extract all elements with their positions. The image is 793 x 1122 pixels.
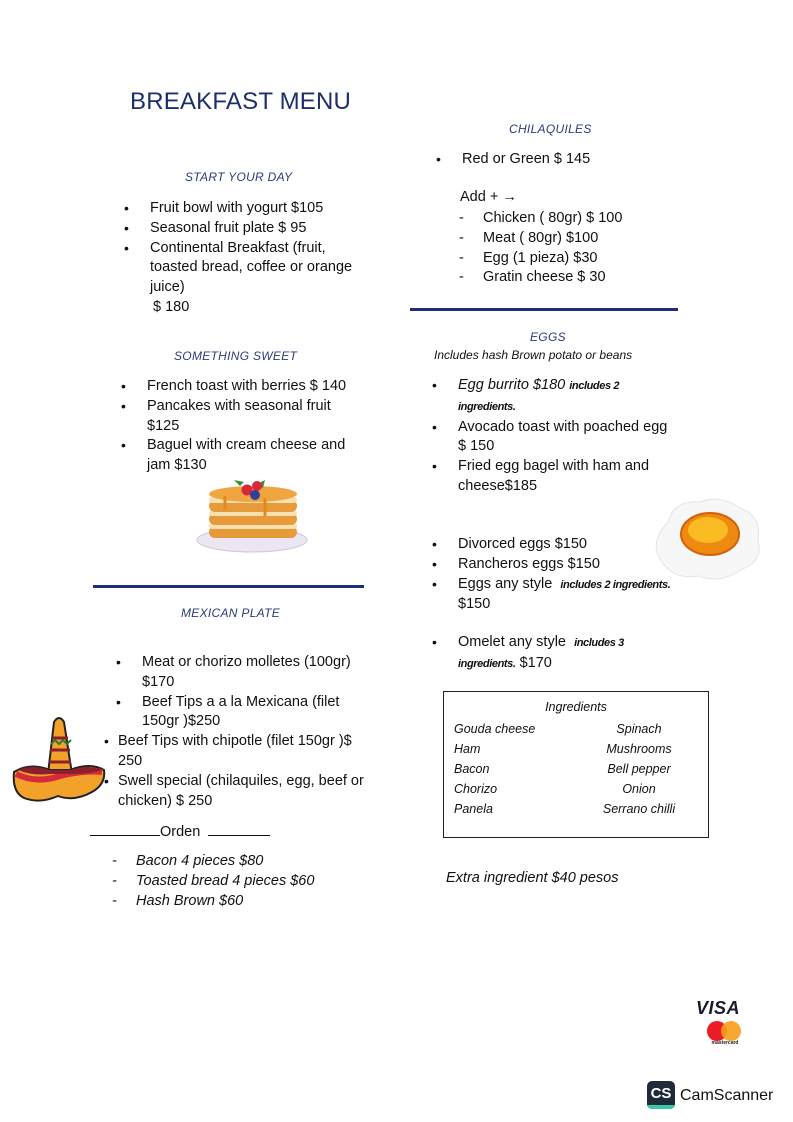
section-heading-mexican-plate: MEXICAN PLATE bbox=[181, 606, 281, 620]
camscanner-logo: CS bbox=[647, 1081, 675, 1109]
menu-item-note: includes 3 ingredients. bbox=[458, 637, 624, 670]
menu-item bbox=[124, 239, 354, 318]
menu-item: • Beef Tips a a la Mexicana (filet 150gr )$250 bbox=[116, 693, 366, 733]
menu-item-text: Continental Breakfast (fruit, toasted bread, coffee or orange juice) bbox=[150, 239, 353, 296]
mastercard-wordmark: mastercard bbox=[711, 1040, 739, 1046]
ingredient: Ham bbox=[454, 742, 481, 756]
menu-item-name: Omelet any style bbox=[458, 634, 566, 650]
menu-item bbox=[432, 376, 672, 418]
section-divider bbox=[93, 585, 364, 588]
eggs-list-b bbox=[432, 535, 672, 615]
section-heading-chilaquiles: CHILAQUILES bbox=[509, 122, 592, 136]
page-title: BREAKFAST MENU bbox=[130, 88, 352, 115]
ingredients-box bbox=[443, 691, 709, 838]
eggs-subheading: Includes hash Brown potato or beans bbox=[434, 348, 633, 362]
something-sweet-list bbox=[121, 377, 366, 476]
ingredient: Panela bbox=[454, 802, 493, 816]
menu-item: • Red or Green $ 145 bbox=[436, 150, 676, 170]
ingredient: Bell pepper bbox=[607, 762, 671, 776]
section-heading-start-your-day: START YOUR DAY bbox=[185, 170, 293, 184]
menu-item: • Divorced eggs $150 bbox=[432, 535, 672, 555]
visa-logo: VISA bbox=[696, 998, 741, 1018]
ingredient: Chorizo bbox=[454, 782, 498, 796]
ingredients-left-column bbox=[454, 719, 535, 819]
menu-item bbox=[432, 633, 672, 675]
chilaquiles-addons-list bbox=[459, 209, 679, 288]
ingredients-title: Ingredients bbox=[545, 700, 607, 714]
mexican-plate-list bbox=[116, 653, 366, 811]
menu-item: - Bacon 4 pieces $80 bbox=[112, 852, 372, 872]
ingredient: Onion bbox=[622, 782, 656, 796]
addon-item: - Meat ( 80gr) $100 bbox=[459, 229, 679, 249]
menu-item: • Fried egg bagel with ham and cheese$185 bbox=[432, 457, 672, 497]
addon-item: - Gratin cheese $ 30 bbox=[459, 268, 679, 288]
menu-item: - Toasted bread 4 pieces $60 bbox=[112, 872, 372, 892]
eggs-list-c bbox=[432, 633, 672, 675]
orden-list bbox=[112, 852, 372, 911]
menu-item-price: $170 bbox=[519, 654, 552, 671]
start-your-day-list bbox=[124, 199, 354, 318]
section-divider bbox=[410, 308, 678, 311]
menu-item-name: Egg burrito $180 bbox=[458, 377, 566, 393]
section-heading-orden: Orden bbox=[160, 824, 201, 840]
menu-item: • Fruit bowl with yogurt $105 bbox=[124, 199, 354, 219]
menu-item: • Meat or chorizo molletes (100gr) $170 bbox=[116, 653, 366, 693]
menu-item: • Rancheros eggs $150 bbox=[432, 555, 672, 575]
ingredient: Mushrooms bbox=[606, 742, 672, 756]
eggs-list-a bbox=[432, 376, 672, 497]
menu-item-note: includes 2 ingredients. bbox=[560, 578, 671, 591]
menu-item-note: includes 2 ingredients. bbox=[458, 380, 620, 413]
chilaquiles-list bbox=[436, 150, 676, 170]
underline-rule bbox=[208, 835, 270, 836]
add-label: Add + → bbox=[460, 189, 517, 205]
menu-item: • Pancakes with seasonal fruit $125 bbox=[121, 397, 366, 437]
camscanner-label: CamScanner bbox=[680, 1087, 774, 1104]
addon-item: - Egg (1 pieza) $30 bbox=[459, 249, 679, 269]
section-heading-something-sweet: SOMETHING SWEET bbox=[174, 349, 298, 363]
menu-item: • French toast with berries $ 140 bbox=[121, 377, 366, 397]
ingredient: Bacon bbox=[454, 762, 490, 776]
section-heading-eggs: EGGS bbox=[530, 330, 566, 344]
ingredient: Spinach bbox=[616, 722, 662, 736]
pancakes-illustration bbox=[195, 476, 310, 556]
menu-item-name: Eggs any style bbox=[458, 575, 553, 592]
ingredient: Gouda cheese bbox=[454, 722, 536, 736]
menu-item bbox=[432, 575, 672, 616]
sombrero-illustration bbox=[10, 712, 108, 808]
menu-item-price: $150 bbox=[458, 596, 491, 613]
extra-ingredient-note: Extra ingredient $40 pesos bbox=[446, 870, 619, 886]
menu-item: • Baguel with cream cheese and jam $130 bbox=[121, 436, 366, 476]
menu-item: • Beef Tips with chipotle (filet 150gr )$ 250 bbox=[104, 732, 366, 772]
menu-item: • Avocado toast with poached egg $ 150 bbox=[432, 418, 672, 458]
menu-item-price: $ 180 bbox=[153, 298, 190, 315]
underline-rule bbox=[90, 835, 160, 836]
menu-item: • Seasonal fruit plate $ 95 bbox=[124, 219, 354, 239]
fried-egg-illustration bbox=[648, 492, 766, 584]
orden-heading-row bbox=[90, 824, 270, 840]
menu-item: - Hash Brown $60 bbox=[112, 892, 372, 912]
menu-item: • Swell special (chilaquiles, egg, beef or chicken) $ 250 bbox=[104, 772, 366, 812]
ingredient: Serrano chilli bbox=[602, 802, 676, 816]
addon-item: - Chicken ( 80gr) $ 100 bbox=[459, 209, 679, 229]
ingredients-right-column bbox=[584, 719, 694, 819]
